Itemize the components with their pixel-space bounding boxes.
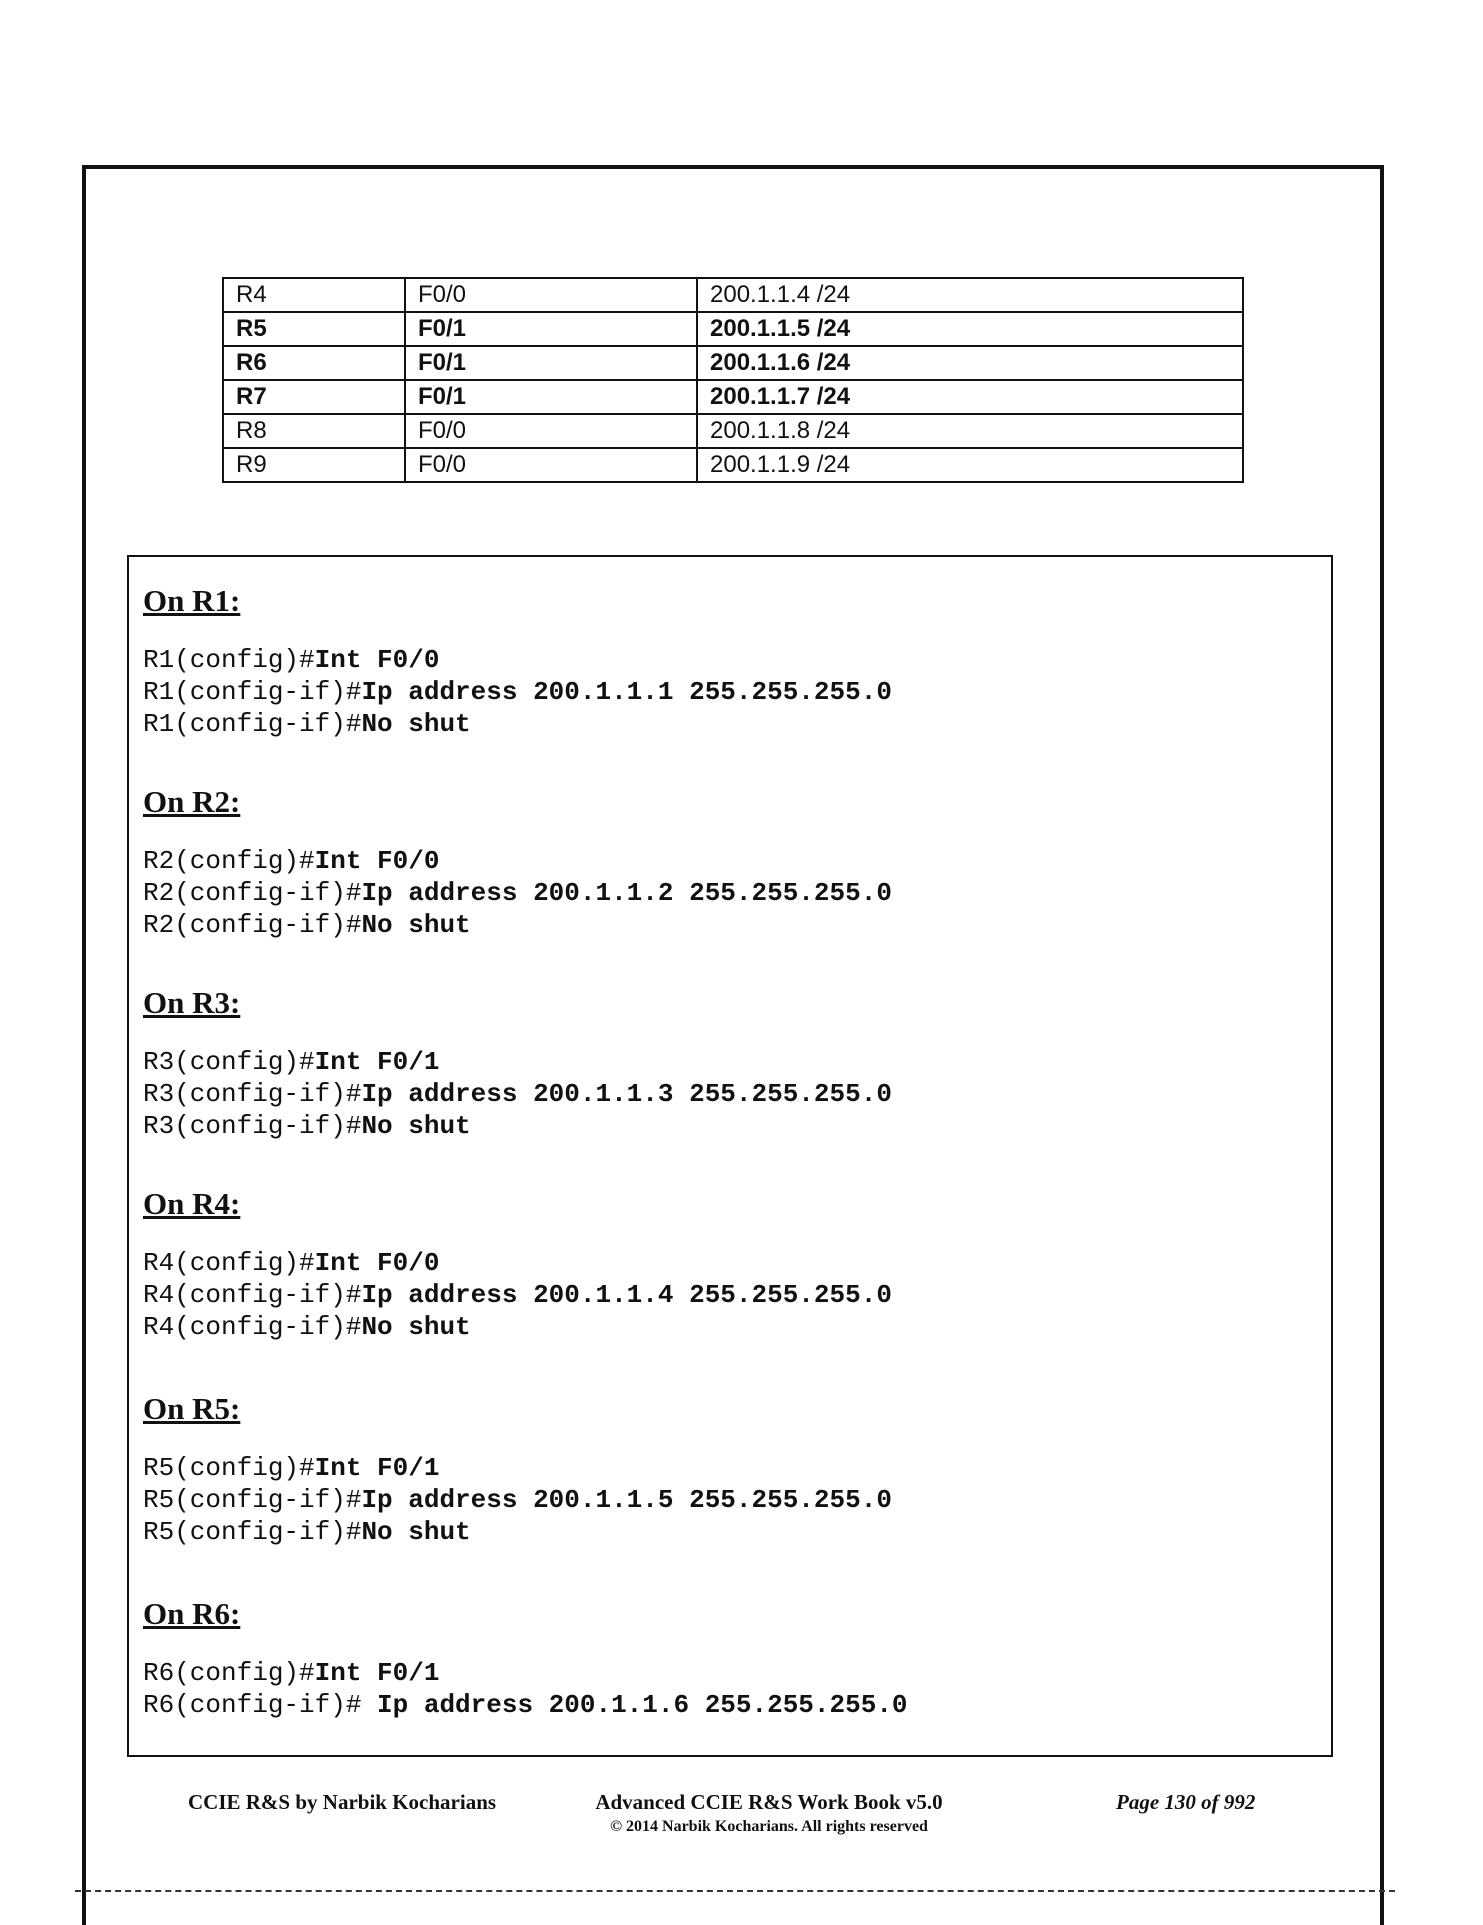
table-cell-ip: 200.1.1.5 /24	[697, 312, 1243, 346]
cli-command: Int F0/1	[314, 1658, 440, 1688]
footer-page-number: Page 130 of 992	[1116, 1790, 1256, 1814]
cli-prompt: R5(config)#	[143, 1453, 315, 1483]
table-cell-interface: F0/1	[405, 380, 697, 414]
cli-prompt: R2(config-if)#	[143, 878, 362, 908]
config-section	[143, 580, 1293, 740]
config-line	[143, 1279, 1293, 1311]
cli-command: Ip address 200.1.1.5 255.255.255.0	[361, 1485, 892, 1515]
cli-command: Int F0/0	[314, 846, 440, 876]
config-line	[143, 1516, 1293, 1548]
cli-prompt: R3(config)#	[143, 1047, 315, 1077]
cli-command: Int F0/0	[314, 645, 440, 675]
cli-command: Ip address 200.1.1.1 255.255.255.0	[361, 677, 892, 707]
section-heading: On R1:	[143, 583, 241, 618]
table-cell-router: R5	[223, 312, 405, 346]
config-line	[143, 708, 1293, 740]
cli-command: No shut	[361, 1312, 471, 1342]
table-cell-interface: F0/1	[405, 312, 697, 346]
cli-prompt: R1(config)#	[143, 645, 315, 675]
table-cell-router: R7	[223, 380, 405, 414]
config-line	[143, 909, 1293, 941]
table-cell-ip: 200.1.1.9 /24	[697, 448, 1243, 482]
config-line	[143, 1689, 1293, 1721]
cli-command: No shut	[361, 910, 471, 940]
cli-prompt: R6(config)#	[143, 1658, 315, 1688]
table-cell-interface: F0/0	[405, 278, 697, 312]
config-line	[143, 1078, 1293, 1110]
page-bottom-divider	[75, 1890, 1395, 1892]
table-cell-router: R8	[223, 414, 405, 448]
cli-command: Ip address 200.1.1.6 255.255.255.0	[361, 1690, 908, 1720]
cli-command: Ip address 200.1.1.3 255.255.255.0	[361, 1079, 892, 1109]
cli-prompt: R2(config)#	[143, 846, 315, 876]
config-line	[143, 1046, 1293, 1078]
config-section	[143, 1388, 1293, 1548]
cli-prompt: R6(config-if)#	[143, 1690, 362, 1720]
cli-prompt: R5(config-if)#	[143, 1485, 362, 1515]
table-cell-ip: 200.1.1.4 /24	[697, 278, 1243, 312]
table-cell-router: R9	[223, 448, 405, 482]
section-heading: On R4:	[143, 1186, 241, 1221]
footer-book-title: Advanced CCIE R&S Work Book v5.0	[595, 1790, 943, 1814]
config-line	[143, 644, 1293, 676]
table-row	[223, 414, 1243, 448]
table-cell-ip: 200.1.1.7 /24	[697, 380, 1243, 414]
table-row	[223, 380, 1243, 414]
cli-prompt: R3(config-if)#	[143, 1079, 362, 1109]
config-line	[143, 877, 1293, 909]
table-cell-ip: 200.1.1.6 /24	[697, 346, 1243, 380]
config-box	[127, 555, 1333, 1757]
cli-command: Int F0/1	[314, 1453, 440, 1483]
cli-prompt: R3(config-if)#	[143, 1111, 362, 1141]
cli-command: Ip address 200.1.1.2 255.255.255.0	[361, 878, 892, 908]
cli-prompt: R5(config-if)#	[143, 1517, 362, 1547]
footer-copyright: © 2014 Narbik Kocharians. All rights reserved	[610, 1818, 928, 1835]
config-line	[143, 676, 1293, 708]
cli-command: Int F0/1	[314, 1047, 440, 1077]
table-cell-interface: F0/0	[405, 414, 697, 448]
table-row	[223, 448, 1243, 482]
cli-prompt: R2(config-if)#	[143, 910, 362, 940]
section-heading: On R3:	[143, 985, 241, 1020]
config-line	[143, 1247, 1293, 1279]
cli-prompt: R4(config-if)#	[143, 1280, 362, 1310]
cli-prompt: R4(config-if)#	[143, 1312, 362, 1342]
table-row	[223, 278, 1243, 312]
table-cell-router: R6	[223, 346, 405, 380]
cli-prompt: R1(config-if)#	[143, 677, 362, 707]
config-line	[143, 1484, 1293, 1516]
config-line	[143, 1311, 1293, 1343]
table-row	[223, 312, 1243, 346]
cli-prompt: R4(config)#	[143, 1248, 315, 1278]
config-section	[143, 781, 1293, 941]
footer-author: CCIE R&S by Narbik Kocharians	[188, 1790, 497, 1814]
cli-command: Int F0/0	[314, 1248, 440, 1278]
table-cell-interface: F0/1	[405, 346, 697, 380]
table-cell-router: R4	[223, 278, 405, 312]
ip-address-table	[222, 277, 1244, 483]
cli-command: No shut	[361, 1517, 471, 1547]
config-line	[143, 845, 1293, 877]
cli-command: Ip address 200.1.1.4 255.255.255.0	[361, 1280, 892, 1310]
section-heading: On R2:	[143, 784, 241, 819]
config-section	[143, 982, 1293, 1142]
table-cell-interface: F0/0	[405, 448, 697, 482]
config-line	[143, 1110, 1293, 1142]
section-heading: On R6:	[143, 1596, 241, 1631]
table-cell-ip: 200.1.1.8 /24	[697, 414, 1243, 448]
section-heading: On R5:	[143, 1391, 241, 1426]
config-line	[143, 1452, 1293, 1484]
cli-command: No shut	[361, 709, 471, 739]
footer-center	[574, 1790, 964, 1836]
config-line	[143, 1657, 1293, 1689]
cli-prompt: R1(config-if)#	[143, 709, 362, 739]
config-section	[143, 1593, 1293, 1721]
cli-command: No shut	[361, 1111, 471, 1141]
config-section	[143, 1183, 1293, 1343]
table-row	[223, 346, 1243, 380]
